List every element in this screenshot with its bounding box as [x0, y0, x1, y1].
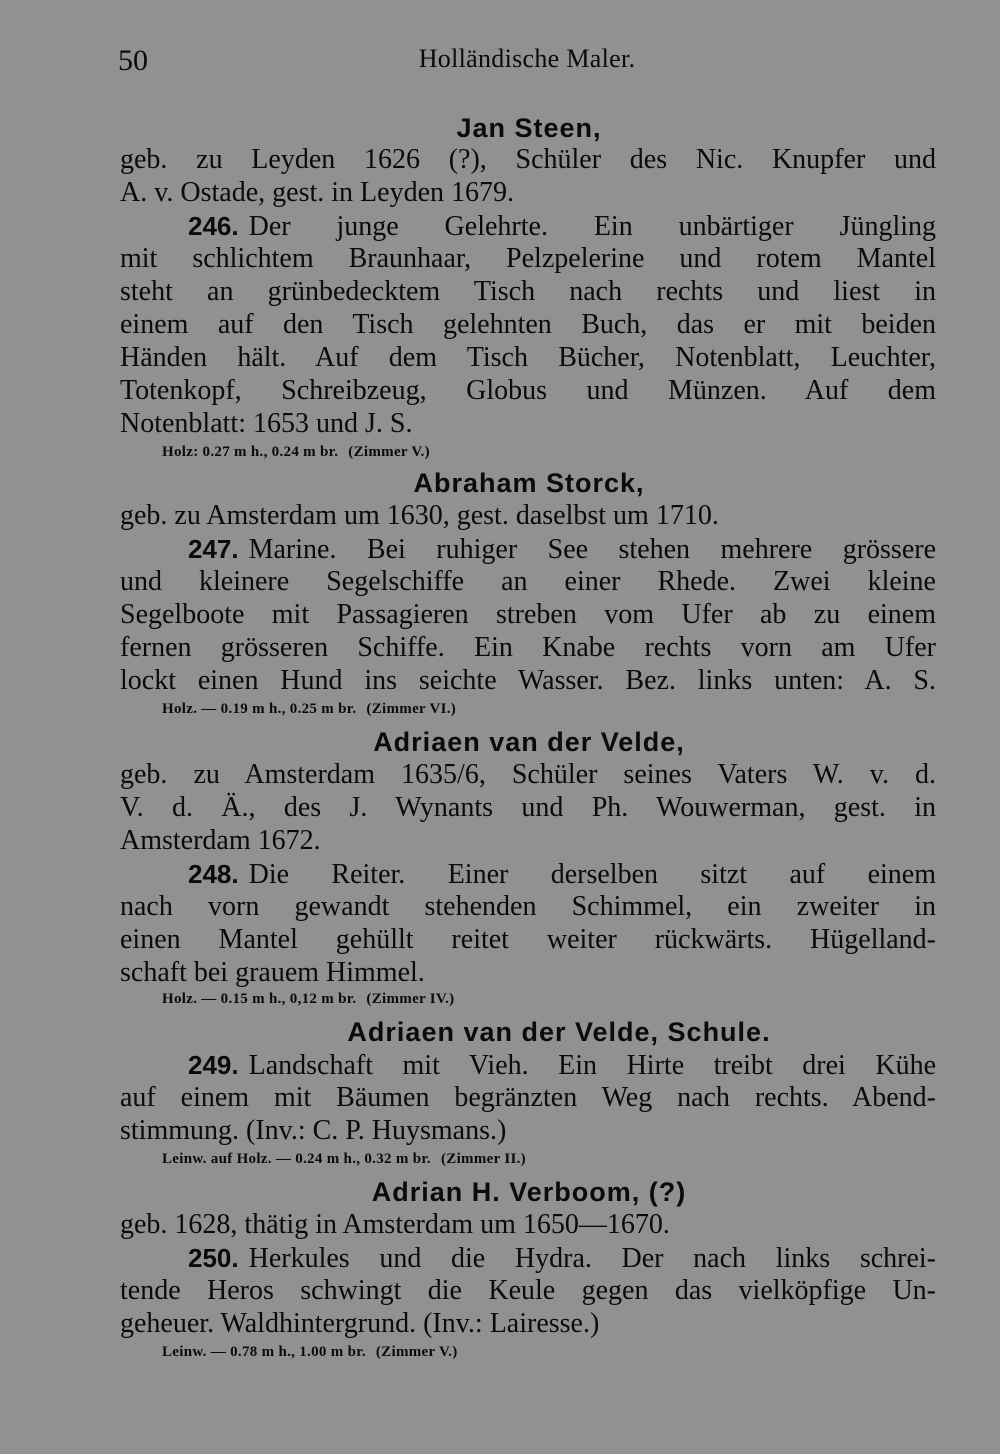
entry-title: Marine. Bei ruhiger See stehen mehrere grössere [248, 534, 936, 565]
entry-line: Notenblatt: 1653 und J. S. [120, 408, 413, 439]
bio-line: geb. zu Leyden 1626 (?), Schüler des Nic. Knupfer und [120, 144, 936, 175]
entry-line: steht an grünbedecktem Tisch nach rechts und liest in [120, 276, 936, 307]
entry-line: schaft bei grauem Himmel. [120, 957, 425, 988]
page-number: 50 [118, 44, 148, 77]
artist-heading: Jan Steen, [456, 113, 602, 143]
artist-heading: Abraham Storck, [413, 468, 645, 498]
entry-metadata [162, 443, 440, 461]
page-header [118, 40, 936, 80]
entry-line: und kleinere Segelschiffe an einer Rhede. Zwei kleine [120, 566, 936, 597]
room-location: (Zimmer V.) [375, 1344, 458, 1360]
entry-line: auf einem mit Bäumen begränzten Weg nach rechts. Abend- [120, 1082, 936, 1113]
room-location: (Zimmer II.) [440, 1151, 526, 1167]
artist-heading: Adriaen van der Velde, Schule. [347, 1017, 771, 1047]
medium-dimensions: Leinw. — 0.78 m h., 1.00 m br. [162, 1344, 366, 1360]
bio-line: Amsterdam 1672. [120, 825, 321, 856]
entry-line: tende Heros schwingt die Keule gegen das vielköpfige Un- [120, 1275, 936, 1306]
entry-metadata [162, 990, 464, 1008]
entry-first-line [120, 858, 936, 891]
medium-dimensions: Holz. — 0.15 m h., 0,12 m br. [162, 991, 357, 1007]
entry-line: Totenkopf, Schreibzeug, Globus und Münzen. Auf dem [120, 375, 936, 406]
entry-line: mit schlichtem Braunhaar, Pelzpelerine und rotem Mantel [120, 243, 936, 274]
entry-first-line [120, 1242, 936, 1275]
medium-dimensions: Holz. — 0.19 m h., 0.25 m br. [162, 701, 357, 717]
entry-first-line [120, 533, 936, 566]
entry-title: Die Reiter. Einer derselben sitzt auf einem [248, 859, 936, 890]
entry-line: fernen grösseren Schiffe. Ein Knabe rechts vorn am Ufer [120, 632, 936, 663]
bio-line: V. d. Ä., des J. Wynants und Ph. Wouwerman, gest. in [120, 792, 936, 823]
bio-line: A. v. Ostade, gest. in Leyden 1679. [120, 177, 514, 208]
entry-first-line [120, 1049, 936, 1082]
entry-metadata [162, 700, 466, 718]
entry-line: Händen hält. Auf dem Tisch Bücher, Notenblatt, Leuchter, [120, 342, 936, 373]
entry-line: Segelboote mit Passagieren streben vom Ufer ab zu einem [120, 599, 936, 630]
running-title: Holländische Maler. [418, 44, 636, 73]
entry-line: einen Mantel gehüllt reitet weiter rückwärts. Hügelland- [120, 924, 936, 955]
bio-line: geb. zu Amsterdam 1635/6, Schüler seines Vaters W. v. d. [120, 759, 936, 790]
entry-line: nach vorn gewandt stehenden Schimmel, ein zweiter in [120, 891, 936, 922]
catalogue-number: 247. [188, 534, 239, 564]
entry-line: einem auf den Tisch gelehnten Buch, das er mit beiden [120, 309, 936, 340]
entry-title: Landschaft mit Vieh. Ein Hirte treibt drei Kühe [248, 1050, 936, 1081]
room-location: (Zimmer IV.) [366, 991, 455, 1007]
entry-line: geheuer. Waldhintergrund. (Inv.: Lairesse.) [120, 1308, 600, 1339]
entry-metadata [162, 1150, 536, 1168]
medium-dimensions: Holz: 0.27 m h., 0.24 m br. [162, 444, 339, 460]
catalogue-number: 250. [188, 1243, 239, 1273]
entry-metadata [162, 1343, 468, 1361]
room-location: (Zimmer VI.) [366, 701, 457, 717]
catalogue-number: 246. [188, 211, 239, 241]
room-location: (Zimmer V.) [348, 444, 430, 460]
bio-line: geb. zu Amsterdam um 1630, gest. daselbst um 1710. [120, 500, 719, 531]
artist-heading: Adrian H. Verboom, (?) [371, 1177, 687, 1207]
bio-line: geb. 1628, thätig in Amsterdam um 1650—1670. [120, 1209, 670, 1240]
entry-title: Der junge Gelehrte. Ein unbärtiger Jüngling [248, 211, 936, 242]
catalogue-number: 248. [188, 859, 239, 889]
entry-title: Herkules und die Hydra. Der nach links schrei- [248, 1243, 936, 1274]
entry-first-line [120, 210, 936, 243]
entry-line: stimmung. (Inv.: C. P. Huysmans.) [120, 1115, 507, 1146]
catalogue-number: 249. [188, 1050, 239, 1080]
medium-dimensions: Leinw. auf Holz. — 0.24 m h., 0.32 m br. [162, 1151, 431, 1167]
artist-heading: Adriaen van der Velde, [373, 727, 685, 757]
entry-line: lockt einen Hund ins seichte Wasser. Bez. links unten: A. S. [120, 665, 936, 696]
